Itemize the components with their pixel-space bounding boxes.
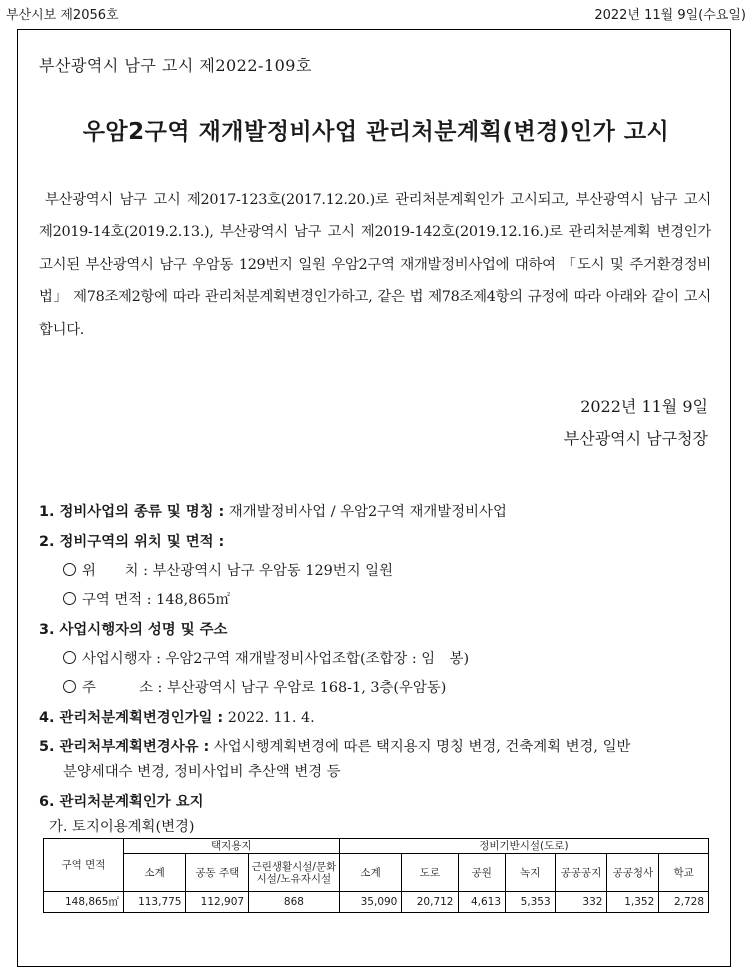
table-cell: 4,613	[458, 892, 506, 913]
item-2	[39, 530, 224, 551]
notice-body: 부산광역시 남구 고시 제2017-123호(2017.12.20.)로 관리처분계획인가 고시되고, 부산광역시 남구 고시 제2019-14호(2019.2.13.), 부산광역시 남구 고시 제2019-142호(2019.12.16.)로 관리처분계획 변경인가 고시된 부산광역시 남구 우암동 129번지 일원 우암2구역 재개발정비사업에 대하여 「도시 및 주거환경정비법」 제78조제2항에 따라 관리처분계획변경인가하고, 같은 법 제78조제4항의 규정에 따라 아래와 같이 고시합니다.	[39, 192, 711, 338]
col-header-area: 구역 면적	[44, 839, 124, 892]
col-header-sub: 공동 주택	[186, 854, 249, 892]
page-header	[0, 0, 752, 24]
item-3	[39, 618, 227, 639]
item-4-value: 2022. 11. 4.	[227, 710, 315, 726]
table-cell: 868	[249, 892, 340, 913]
item-6-label: 6. 관리처분계획인가 요지	[39, 794, 204, 810]
col-header-residential: 택지용지	[123, 839, 339, 854]
table-cell: 35,090	[339, 892, 402, 913]
item-1	[39, 500, 507, 521]
circle-bullet-icon	[63, 680, 76, 693]
circle-bullet-icon	[63, 651, 76, 664]
notice-number: 부산광역시 남구 고시 제2022-109호	[39, 56, 312, 75]
table-cell: 20,712	[402, 892, 458, 913]
item-5-value: 사업시행계획변경에 따른 택지용지 명칭 변경, 건축계획 변경, 일반	[213, 739, 631, 755]
circle-bullet-icon	[63, 563, 76, 576]
col-header-infrastructure: 정비기반시설(도로)	[339, 839, 708, 854]
table-cell: 5,353	[506, 892, 556, 913]
item-3-label: 3. 사업시행자의 성명 및 주소	[39, 622, 228, 638]
item-6-subtitle: 가. 토지이용계획(변경)	[49, 819, 195, 835]
item-2-location: 위 치 : 부산광역시 남구 우암동 129번지 일원	[63, 559, 393, 580]
table-cell: 332	[555, 892, 607, 913]
item-4	[39, 706, 315, 727]
col-header-sub: 공원	[458, 854, 506, 892]
notice-issuer: 부산광역시 남구청장	[563, 429, 708, 448]
item-1-value: 재개발정비사업 / 우암2구역 재개발정비사업	[228, 504, 507, 520]
table-row	[44, 892, 709, 913]
col-header-sub: 근린생활시설/문화시설/노유자시설	[249, 854, 340, 892]
publication-date: 2022년 11월 9일(수요일)	[594, 8, 746, 23]
item-2-area: 구역 면적 : 148,865㎡	[63, 588, 230, 609]
col-header-sub: 소계	[123, 854, 186, 892]
col-header-sub: 학교	[659, 854, 709, 892]
item-5-continued: 분양세대수 변경, 정비사업비 추산액 변경 등	[63, 764, 341, 780]
item-5-label: 5. 관리처부계획변경사유 :	[39, 739, 210, 755]
publication-label: 부산시보 제2056호	[6, 8, 119, 23]
col-header-sub: 공공청사	[607, 854, 659, 892]
col-header-sub: 도로	[402, 854, 458, 892]
item-5	[39, 735, 630, 756]
item-2-label: 2. 정비구역의 위치 및 면적 :	[39, 534, 225, 550]
land-use-table	[43, 838, 709, 913]
item-1-label: 1. 정비사업의 종류 및 명칭 :	[39, 504, 225, 520]
table-cell: 113,775	[123, 892, 186, 913]
notice-date: 2022년 11월 9일	[580, 397, 708, 416]
col-header-sub: 소계	[339, 854, 402, 892]
item-3-address: 주 소 : 부산광역시 남구 우암로 168-1, 3층(우암동)	[63, 676, 446, 697]
item-6	[39, 790, 204, 811]
col-header-sub: 공공공지	[555, 854, 607, 892]
item-3-operator: 사업시행자 : 우암2구역 재개발정비사업조합(조합장 : 임 봉)	[63, 647, 469, 668]
table-cell: 2,728	[659, 892, 709, 913]
table-cell: 148,865㎡	[44, 892, 124, 913]
circle-bullet-icon	[63, 592, 76, 605]
notice-title: 우암2구역 재개발정비사업 관리처분계획(변경)인가 고시	[82, 119, 670, 145]
col-header-sub: 녹지	[506, 854, 556, 892]
item-4-label: 4. 관리처분계획변경인가일 :	[39, 710, 224, 726]
table-cell: 112,907	[186, 892, 249, 913]
table-cell: 1,352	[607, 892, 659, 913]
